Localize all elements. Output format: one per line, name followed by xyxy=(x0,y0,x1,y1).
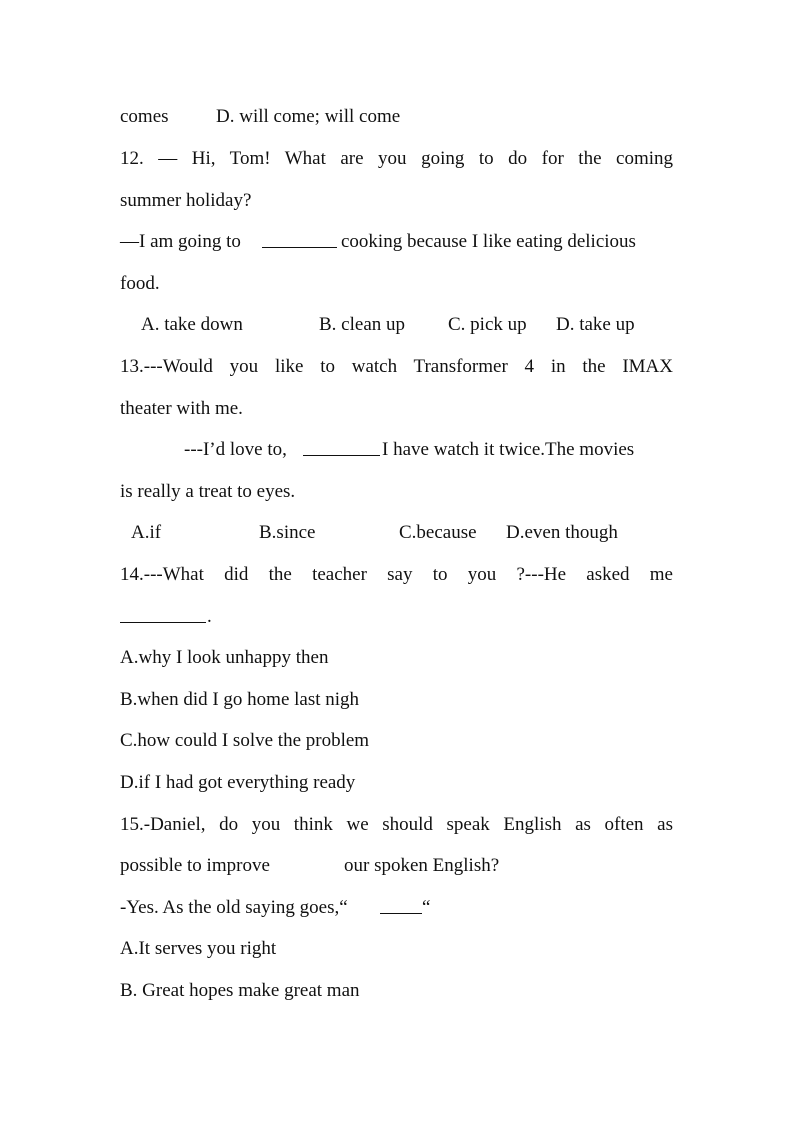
question-12-stem: 12. — Hi, Tom! What are you going to do for the coming xyxy=(120,148,673,169)
option-b: B.since xyxy=(259,522,316,543)
answer-blank xyxy=(262,229,337,248)
question-12-options xyxy=(120,312,673,338)
question-12-reply-cont: food. xyxy=(120,273,160,294)
text-fragment: “ xyxy=(422,897,431,918)
option-b: B. Great hopes make great man xyxy=(120,980,360,1001)
question-14-blank-line xyxy=(120,604,673,630)
option-b: B. clean up xyxy=(319,314,406,335)
option-d: D. will come; will come xyxy=(216,106,401,127)
text-fragment: comes xyxy=(120,106,169,127)
text-fragment: cooking because I like eating delicious xyxy=(341,231,636,252)
question-15-stem-cont xyxy=(120,853,673,879)
option-a: A.It serves you right xyxy=(120,938,277,959)
option-c: C. pick up xyxy=(448,314,527,335)
answer-blank xyxy=(380,895,422,914)
question-13-stem-cont: theater with me. xyxy=(120,398,243,419)
question-14-stem: 14.---What did the teacher say to you ?---He asked me xyxy=(120,564,673,585)
question-13-reply xyxy=(120,437,673,463)
option-a: A.why I look unhappy then xyxy=(120,647,329,668)
text-fragment: . xyxy=(207,606,212,627)
question-13-stem: 13.---Would you like to watch Transformer 4 in the IMAX xyxy=(120,356,673,377)
question-12-stem-cont: summer holiday? xyxy=(120,190,252,211)
question-13-options xyxy=(120,520,673,546)
question-15-stem: 15.-Daniel, do you think we should speak English as often as xyxy=(120,814,673,835)
option-d: D. take up xyxy=(556,314,635,335)
question-15-reply xyxy=(120,895,673,921)
text-fragment: ---I’d love to, xyxy=(184,439,287,460)
option-c: C.because xyxy=(399,522,477,543)
option-a: A. take down xyxy=(141,314,243,335)
text-line xyxy=(120,104,673,130)
question-13-reply-cont: is really a treat to eyes. xyxy=(120,481,296,502)
option-a: A.if xyxy=(131,522,162,543)
text-fragment: —I am going to xyxy=(120,231,241,252)
text-fragment: -Yes. As the old saying goes,“ xyxy=(120,897,348,918)
option-b: B.when did I go home last nigh xyxy=(120,689,360,710)
text-fragment: I have watch it twice.The movies xyxy=(382,439,635,460)
text-fragment: possible to improve xyxy=(120,855,270,876)
option-d: D.if I had got everything ready xyxy=(120,772,356,793)
option-c: C.how could I solve the problem xyxy=(120,730,370,751)
answer-blank xyxy=(303,437,380,456)
question-12-reply xyxy=(120,229,673,255)
option-d: D.even though xyxy=(506,522,618,543)
text-fragment: our spoken English? xyxy=(344,855,500,876)
answer-blank xyxy=(120,604,206,623)
